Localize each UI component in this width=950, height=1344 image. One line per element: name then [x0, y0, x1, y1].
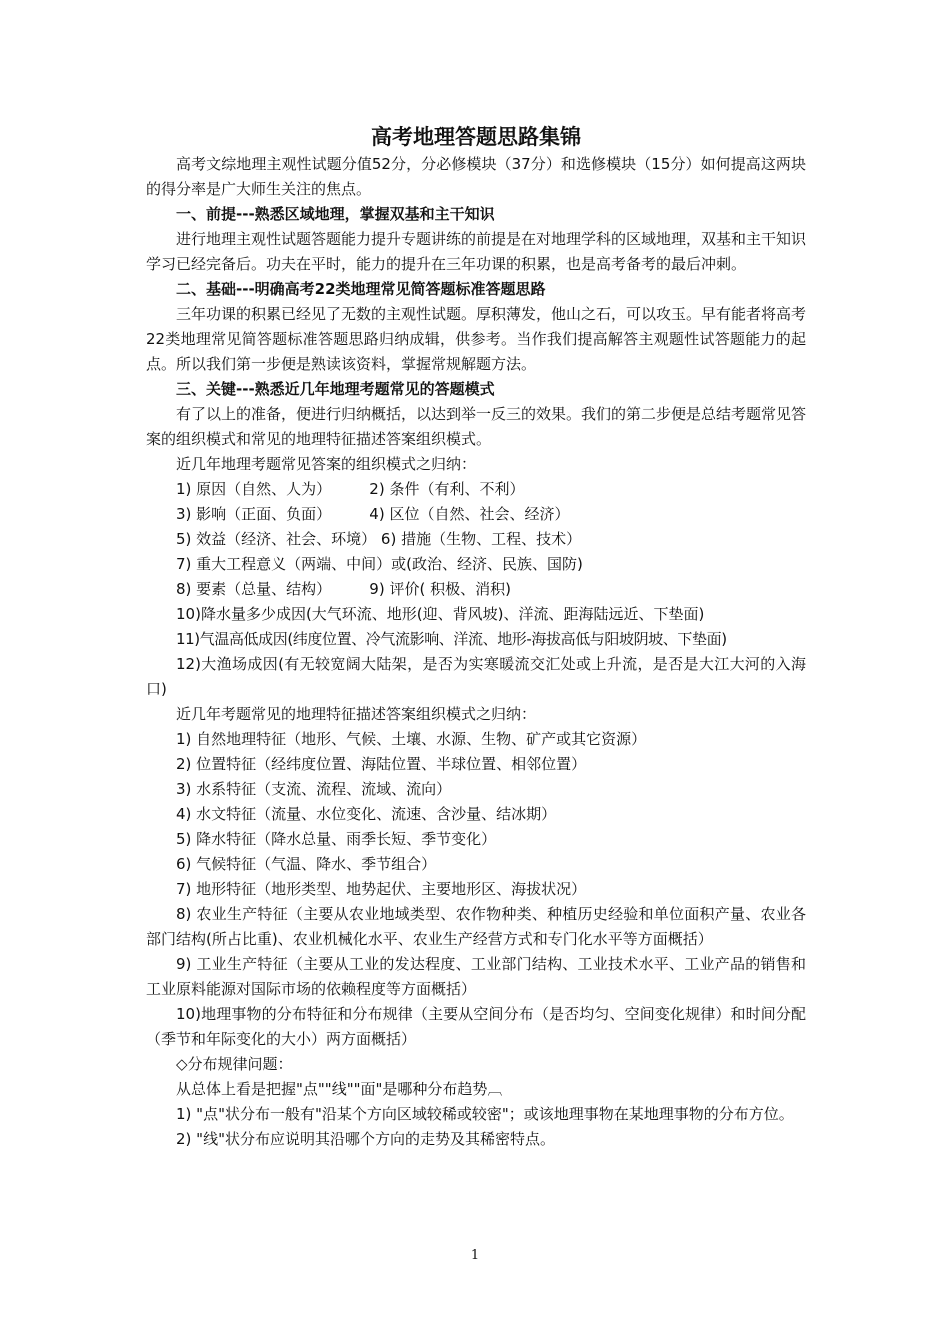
section-1-heading: 一、前提---熟悉区域地理，掌握双基和主干知识	[176, 205, 495, 223]
list-item: 9) 工业生产特征（主要从工业的发达程度、工业部门结构、工业技术水平、工业产品的销售和工业原料能源对国际市场的依赖程度等方面概括）	[146, 955, 806, 998]
list-item: 5) 效益（经济、社会、环境） 6) 措施（生物、工程、技术）	[176, 530, 582, 548]
list-item: 1) 自然地理特征（地形、气候、土壤、水源、生物、矿产或其它资源）	[176, 730, 647, 748]
list-item: 8) 农业生产特征（主要从农业地域类型、农作物种类、种植历史经验和单位面积产量、农业各部门结构(所占比重)、农业机械化水平、农业生产经营方式和专门化水平等方面概括）	[146, 905, 806, 948]
list-item: 1) 原因（自然、人为） 2) 条件（有利、不利）	[176, 480, 525, 498]
list-item: 10)降水量多少成因(大气环流、地形(迎、背风坡)、洋流、距海陆远近、下垫面)	[176, 605, 705, 623]
section-3-heading: 三、关键---熟悉近几年地理考题常见的答题模式	[176, 380, 495, 398]
list-item: 6) 气候特征（气温、降水、季节组合）	[176, 855, 437, 873]
list-item: 11)气温高低成因(纬度位置、冷气流影响、洋流、地形-海拔高低与阳坡阴坡、下垫面)	[176, 630, 727, 648]
distribution-heading: ◇分布规律问题：	[176, 1055, 293, 1073]
list-item: 2) 位置特征（经纬度位置、海陆位置、半球位置、相邻位置）	[176, 755, 587, 773]
distribution-intro: 从总体上看是把握"点""线""面"是哪种分布趋势︹	[176, 1080, 503, 1098]
list-item: 7) 地形特征（地形类型、地势起伏、主要地形区、海拔状况）	[176, 880, 587, 898]
list-item: 8) 要素（总量、结构） 9) 评价( 积极、消积)	[176, 580, 511, 598]
section-2-body: 三年功课的积累已经见了无数的主观性试题。厚积薄发，他山之石，可以攻玉。早有能者将高考22类地理常见简答题标准答题思路归纳成辑，供参考。当作我们提高解答主观题性试答题能力的起点。所以我们第一步便是熟读该资料，掌握常规解题方法。	[146, 305, 807, 373]
list-item: 3) 影响（正面、负面） 4) 区位（自然、社会、经济）	[176, 505, 570, 523]
list-item: 10)地理事物的分布特征和分布规律（主要从空间分布（是否均匀、空间变化规律）和时间分配（季节和年际变化的大小）两方面概括）	[146, 1005, 806, 1048]
section-3-body: 有了以上的准备，便进行归纳概括，以达到举一反三的效果。我们的第二步便是总结考题常见答案的组织模式和常见的地理特征描述答案组织模式。	[146, 405, 807, 448]
list-1-intro: 近几年地理考题常见答案的组织模式之归纳：	[176, 455, 477, 473]
document-title: 高考地理答题思路集锦	[371, 125, 581, 149]
list-item: 7) 重大工程意义（两端、中间）或(政治、经济、民族、国防)	[176, 555, 583, 573]
section-2-heading: 二、基础---明确高考22类地理常见简答题标准答题思路	[176, 280, 546, 298]
list-item: 2) "线"状分布应说明其沿哪个方向的走势及其稀密特点。	[176, 1130, 555, 1148]
section-1-body: 进行地理主观性试题答题能力提升专题讲练的前提是在对地理学科的区域地理，双基和主干知识学习已经完备后。功夫在平时，能力的提升在三年功课的积累，也是高考备考的最后冲刺。	[146, 230, 807, 273]
list-item: 1) "点"状分布一般有"沿某个方向区域较稀或较密"；或该地理事物在某地理事物的分布方位。	[176, 1105, 794, 1123]
list-item: 4) 水文特征（流量、水位变化、流速、含沙量、结冰期）	[176, 805, 557, 823]
list-item: 12)大渔场成因(有无较宽阔大陆架，是否为实寒暖流交汇处或上升流，是否是大江大河的入海口)	[146, 655, 806, 698]
intro-paragraph: 高考文综地理主观性试题分值52分，分必修模块（37分）和选修模块（15分）如何提高这两块的得分率是广大师生关注的焦点。	[146, 155, 806, 198]
list-item: 5) 降水特征（降水总量、雨季长短、季节变化）	[176, 830, 497, 848]
page-number: 1	[470, 1248, 480, 1263]
list-item: 3) 水系特征（支流、流程、流域、流向）	[176, 780, 452, 798]
document-body	[146, 122, 806, 1152]
list-2-intro: 近几年考题常见的地理特征描述答案组织模式之归纳：	[176, 705, 537, 723]
